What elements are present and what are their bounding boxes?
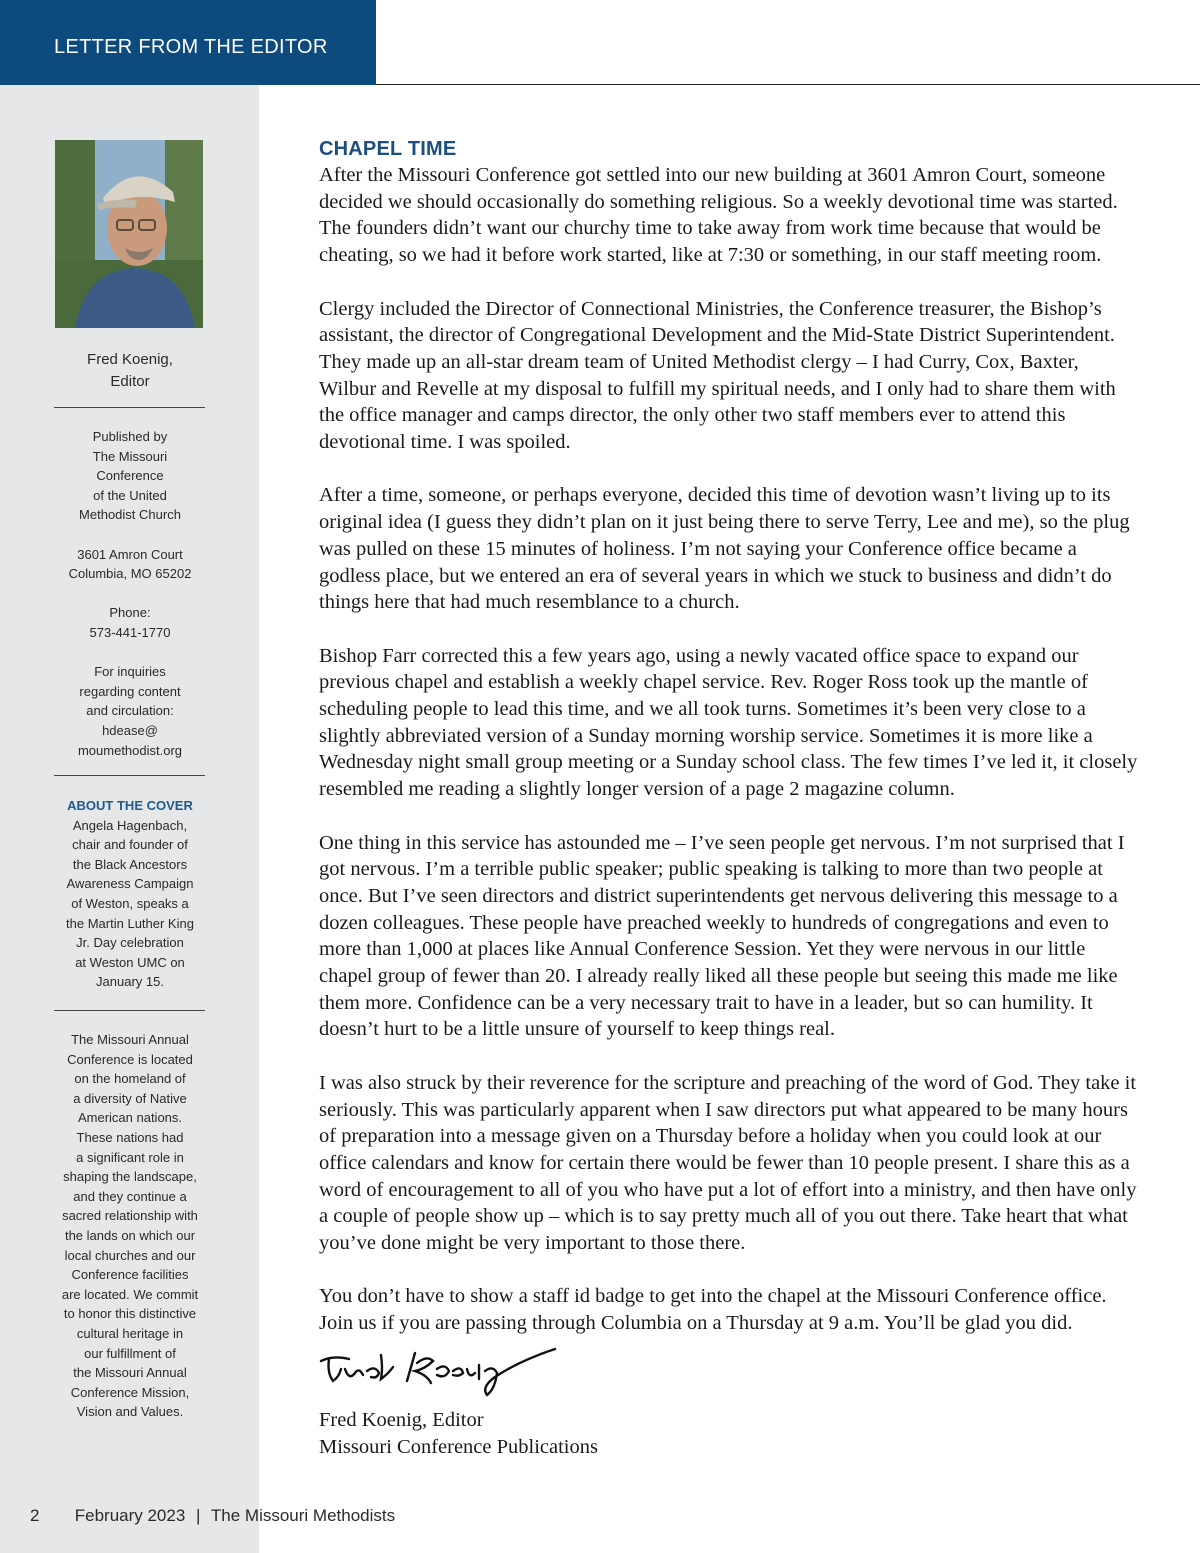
article-paragraph: Clergy included the Director of Connectional Ministries, the Conference treasurer, the Bishop’s assistant, the director of Congregational Development and the Mid-State District Superintendent. They made up an all-star dream team of United Methodist clergy – I had Curry, Cox, Baxter, Wilbur and Revelle at my disposal to fulfill my spiritual needs, and I only had to share them with the office manager and camps director, the only other two staff members ever to attend this devotional time. I was spoiled. xyxy=(319,297,1116,454)
land-acknowledgement: The Missouri Annual Conference is located on the homeland of a diversity of Native American nations. These nations had a significant role in shaping the landscape, and they continue a sacred relationship with the lands on which our local churches and our Conference facilities are located. We commit to honor this distinctive cultural heritage in our fulfillment of the Missouri Annual Conference Mission, Vision and Values. xyxy=(61,1032,199,1420)
header-divider xyxy=(376,84,1200,85)
article-paragraph: Bishop Farr corrected this a few years ago, using a newly vacated office space to expand our previous chapel and establish a weekly chapel service. Rev. Roger Ross took up the mantle of scheduling people to lead this time, and we all took turns. Sometimes it’s been very close to a slightly abbreviated version of a Sunday morning worship service. Sometimes it is more like a Wednesday night small group meeting or a Sunday school class. The few times I’ve led it, it closely resembled me reading a slightly longer version of a page 2 magazine column. xyxy=(319,644,1138,801)
sidebar-divider xyxy=(54,775,205,776)
about-the-cover xyxy=(50,796,210,992)
editor-photo xyxy=(55,140,203,328)
article xyxy=(319,136,1139,1460)
signoff: Fred Koenig, Editor Missouri Conference Publications xyxy=(319,1408,598,1458)
section-title: LETTER FROM THE EDITOR xyxy=(54,36,328,58)
sidebar-divider xyxy=(54,407,205,408)
page-footer xyxy=(30,1506,395,1526)
publisher-line: Published by The Missouri Conference of the United Methodist Church xyxy=(79,429,181,523)
editor-portrait-icon xyxy=(55,140,203,328)
handwritten-signature xyxy=(319,1347,559,1407)
phone-line: Phone: 573-441-1770 xyxy=(89,605,171,640)
inquiries-line: For inquiries regarding content and circulation: hdease@ moumethodist.org xyxy=(77,664,183,758)
section-header-band xyxy=(0,0,376,85)
footer-separator: | xyxy=(196,1506,201,1525)
issue-date: February 2023 xyxy=(74,1506,186,1525)
page-number: 2 xyxy=(30,1506,40,1525)
sidebar xyxy=(0,85,259,1553)
article-paragraph: You don’t have to show a staff id badge to get into the chapel at the Missouri Conference office. Join us if you are passing through Columbia on a Thursday at 9 a.m. You’ll be glad you did. xyxy=(319,1285,1107,1335)
editor-caption: Fred Koenig, Editor xyxy=(87,351,173,390)
publisher-info xyxy=(50,427,210,760)
address-line: 3601 Amron Court Columbia, MO 65202 xyxy=(68,546,192,582)
article-paragraph: One thing in this service has astounded me – I’ve seen people get nervous. I’m not surprised that I got nervous. I’m a terrible public speaker; public speaking is talking to more than two people at once. But I’ve seen directors and district superintendents get nervous delivering this message to a dozen colleagues. These people have preached weekly to hundreds of congregations and even to more than 1,000 at places like Annual Conference Session. Yet they were nervous in our little chapel group of fewer than 20. I already really liked all these people but seeing this made me like them more. Confidence can be a very necessary trait to have in a leader, but so can humility. It doesn’t hurt to be a little unsure of yourself to keep things real. xyxy=(319,831,1125,1041)
cover-description: Angela Hagenbach, chair and founder of the Black Ancestors Awareness Campaign of Weston, speaks a the Martin Luther King Jr. Day celebration at Weston UMC on January 15. xyxy=(66,817,194,990)
sidebar-divider xyxy=(54,1010,205,1011)
cover-heading: ABOUT THE COVER xyxy=(67,798,193,813)
article-paragraph: I was also struck by their reverence for the scripture and preaching of the word of God. They take it seriously. This was particularly apparent when I saw directors put what appeared to be many hours of preparation into a message given on a Thursday before a holiday when you could look at our office calendars and know for certain there would be fewer than 10 people present. I share this as a word of encouragement to all of you who have put a lot of effort into a ministry, and then have only a couple of people show up – which is to say pretty much all of you out there. Take heart that what you’ve done might be very important to those there. xyxy=(319,1071,1137,1255)
publication-name: The Missouri Methodists xyxy=(210,1506,396,1525)
article-heading: CHAPEL TIME xyxy=(319,138,457,160)
article-paragraph: After the Missouri Conference got settled into our new building at 3601 Amron Court, someone decided we should occasionally do something religious. So a weekly devotional time was started. The founders didn’t want our churchy time to take away from work time because that would be cheating, so we had it before work started, like at 7:30 or something, in our staff meeting room. xyxy=(319,164,1118,267)
article-paragraph: After a time, someone, or perhaps everyone, decided this time of devotion wasn’t living up to its original idea (I guess they didn’t plan on it just being there to serve Terry, Lee and me), so the plug was pulled on these 15 minutes of holiness. I’m not saying your Conference office became a godless place, but we entered an era of several years in which we stuck to business and didn’t do things here that had much resemblance to a church. xyxy=(319,484,1130,614)
